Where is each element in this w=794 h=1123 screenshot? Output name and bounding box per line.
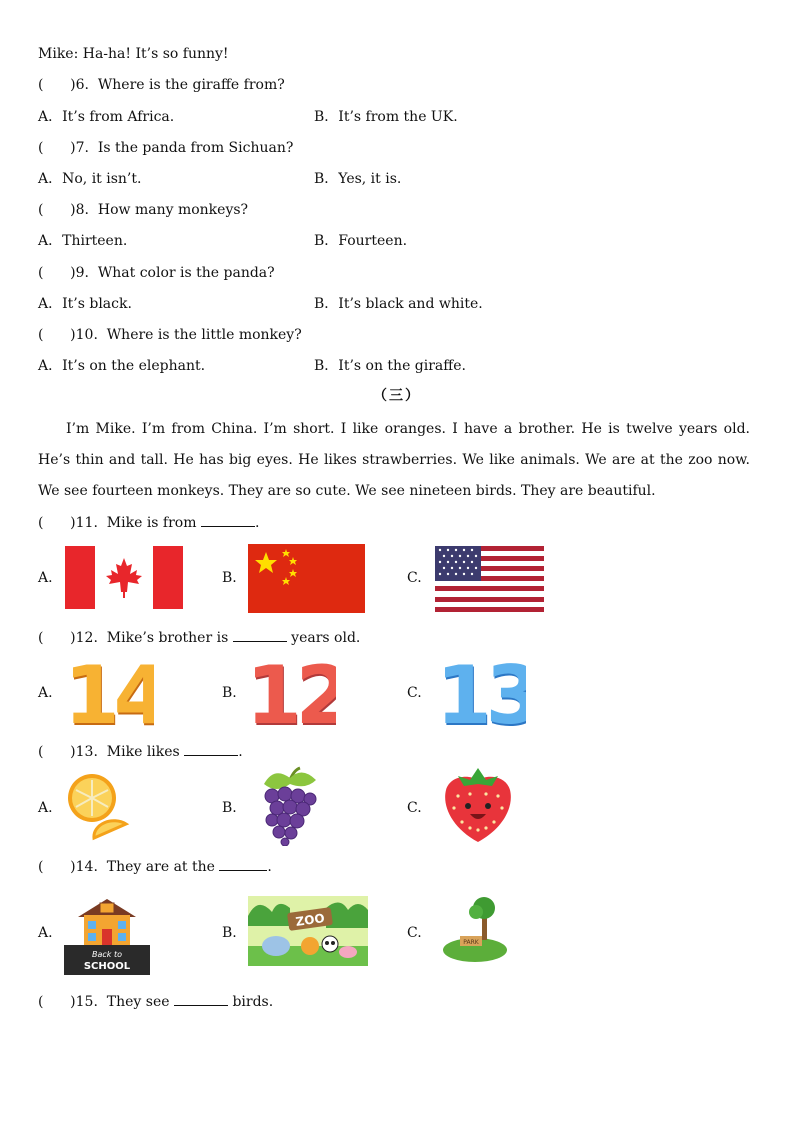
q9-option-a: A．It’s black. xyxy=(38,296,132,312)
q13-end: . xyxy=(238,744,243,760)
strawberry-image xyxy=(440,766,516,846)
q14-option-c-label: C. xyxy=(407,925,422,941)
question-8: ( )8. How many monkeys? xyxy=(38,202,249,218)
dialogue-line: Mike: Ha-ha! It’s so funny! xyxy=(38,46,229,62)
park-image xyxy=(440,894,510,964)
q10-option-b: B．It’s on the giraffe. xyxy=(314,358,466,374)
q8-option-b: B．Fourteen. xyxy=(314,233,408,249)
q10-option-a: A．It’s on the elephant. xyxy=(38,358,206,374)
usa-flag-image xyxy=(435,546,544,612)
q12-option-c-label: C. xyxy=(407,685,422,701)
question-12 xyxy=(38,627,360,647)
number-13-shadow: 13 xyxy=(437,653,526,731)
q15-end: birds. xyxy=(228,994,274,1010)
q15-stem: ( )15. They see xyxy=(38,994,174,1010)
answer-blank xyxy=(233,627,287,642)
orange-image xyxy=(64,772,130,842)
q14-end: . xyxy=(267,859,272,875)
q14-stem: ( )14. They are at the xyxy=(38,859,220,875)
q13-option-b-label: B. xyxy=(222,800,237,816)
q6-option-a: A．It’s from Africa. xyxy=(38,109,175,125)
q12-end: years old. xyxy=(286,630,361,646)
q11-end: . xyxy=(254,515,260,531)
school-sign-text: Back to xyxy=(92,950,122,959)
china-flag-image xyxy=(248,544,365,613)
number-14-image xyxy=(64,653,154,731)
q11-option-c-label: C. xyxy=(407,570,422,586)
question-6: ( )6. Where is the giraffe from? xyxy=(38,77,285,93)
q9-option-b: B．It’s black and white. xyxy=(314,296,483,312)
q14-option-a-label: A. xyxy=(38,925,53,941)
number-14-text: 14 xyxy=(64,653,154,731)
question-15 xyxy=(38,991,273,1011)
answer-blank xyxy=(219,856,267,871)
q11-option-a-label: A. xyxy=(38,570,53,586)
question-10: ( )10. Where is the little monkey? xyxy=(38,327,302,343)
zoo-sign-text: ZOO xyxy=(294,911,326,929)
q12-option-a-label: A. xyxy=(38,685,53,701)
q8-option-a: A．Thirteen. xyxy=(38,233,128,249)
q13-option-a-label: A. xyxy=(38,800,53,816)
question-13 xyxy=(38,741,243,761)
park-sign-text: PARK xyxy=(463,939,479,946)
q12-option-b-label: B. xyxy=(222,685,237,701)
answer-blank xyxy=(201,512,255,527)
number-13-image xyxy=(436,653,526,731)
number-12-shadow: 12 xyxy=(247,653,336,731)
number-14-shadow: 14 xyxy=(65,653,154,731)
section-title: （三） xyxy=(373,388,421,404)
answer-blank xyxy=(174,991,228,1006)
question-14 xyxy=(38,856,272,876)
q7-option-b: B．Yes, it is. xyxy=(314,171,402,187)
zoo-image xyxy=(248,896,368,966)
school-word-text: SCHOOL xyxy=(83,961,131,972)
q13-stem: ( )13. Mike likes xyxy=(38,744,185,760)
number-12-text: 12 xyxy=(246,653,336,731)
q11-option-b-label: B. xyxy=(222,570,237,586)
number-13-text: 13 xyxy=(436,653,526,731)
q11-stem: ( )11. Mike is from xyxy=(38,515,201,531)
grapes-image xyxy=(256,766,322,846)
question-9: ( )9. What color is the panda? xyxy=(38,265,275,281)
q12-stem: ( )12. Mike’s brother is xyxy=(38,630,233,646)
school-image xyxy=(64,895,150,975)
reading-passage: I’m Mike. I’m from China. I’m short. I like oranges. I have a brother. He is twelve years old. He’s thin and tall. He has big eyes. He likes strawberries. We like animals. We are at the zoo now. We see fourteen monkeys. They are so cute. We see nineteen birds. They are beautiful. xyxy=(38,421,750,499)
question-7: ( )7. Is the panda from Sichuan? xyxy=(38,140,294,156)
answer-blank xyxy=(184,741,238,756)
number-12-image xyxy=(246,653,336,731)
canada-flag-image xyxy=(65,546,183,609)
q14-option-b-label: B. xyxy=(222,925,237,941)
q7-option-a: A．No, it isn’t. xyxy=(38,171,142,187)
q13-option-c-label: C. xyxy=(407,800,422,816)
question-11 xyxy=(38,512,259,532)
q6-option-b: B．It’s from the UK. xyxy=(314,109,458,125)
